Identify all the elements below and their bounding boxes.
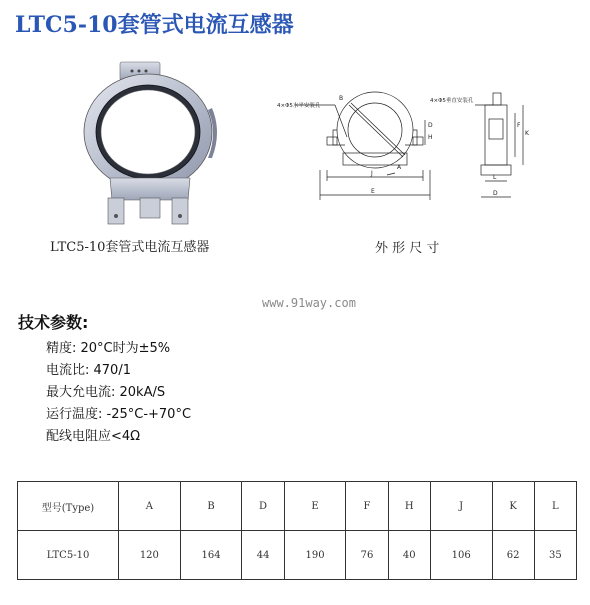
photo-caption: LTC5-10套管式电流互感器 [50, 240, 210, 255]
page-title: LTC5-10套管式电流互感器 [15, 12, 294, 38]
table-header-cell: A [119, 482, 181, 531]
table-header-cell: E [284, 482, 346, 531]
table-row [18, 531, 577, 580]
dimension-letters [339, 95, 530, 197]
table-header-cell: H [388, 482, 430, 531]
product-photo [80, 60, 230, 230]
table-cell: LTC5-10 [18, 531, 119, 580]
table-header-cell: D [242, 482, 284, 531]
table-header-cell: J [430, 482, 492, 531]
dim-letter-k: K [525, 130, 529, 137]
dim-letter-d2: D [493, 190, 498, 197]
dimension-caption: 外 形 尺 寸 [375, 241, 440, 256]
table-header-cell: L [534, 482, 576, 531]
table-header-cell: 型号(Type) [18, 482, 119, 531]
table-cell: 44 [242, 531, 284, 580]
dim-letter-l: L [493, 174, 497, 181]
table-cell: 40 [388, 531, 430, 580]
table-header-cell: K [492, 482, 534, 531]
dim-letter-j: J [371, 170, 373, 177]
table-cell: 35 [534, 531, 576, 580]
dimension-drawing [275, 85, 575, 210]
spec-item: 配线电阻应<4Ω [46, 429, 141, 444]
spec-item: 最大允电流: 20kA/S [46, 385, 166, 400]
hole-note-left: 4×Φ5水平安装孔 [277, 103, 321, 109]
specs-list [46, 338, 191, 448]
dim-letter-b: B [339, 95, 344, 102]
dim-letter-h: H [428, 134, 433, 141]
specs-heading: 技术参数: [18, 313, 89, 332]
table-header-cell: B [180, 482, 242, 531]
spec-item: 运行温度: -25°C-+70°C [46, 407, 192, 422]
table-header-row [18, 482, 577, 531]
dim-letter-d: D [428, 122, 433, 129]
table-cell: 106 [430, 531, 492, 580]
dimensions-table [17, 481, 577, 580]
dim-letter-e: E [371, 188, 375, 195]
table-cell: 190 [284, 531, 346, 580]
table-cell: 164 [180, 531, 242, 580]
hole-note-right: 4×Φ5垂直安装孔 [430, 98, 474, 104]
table-cell: 120 [119, 531, 181, 580]
table-header-cell: F [346, 482, 388, 531]
table-cell: 62 [492, 531, 534, 580]
spec-item: 精度: 20°C时为±5% [46, 341, 171, 356]
watermark-text: www.91way.com [262, 296, 356, 310]
spec-item: 电流比: 470/1 [46, 363, 131, 378]
table-cell: 76 [346, 531, 388, 580]
dim-letter-a: A [397, 164, 402, 171]
dim-letter-f: F [517, 122, 521, 129]
